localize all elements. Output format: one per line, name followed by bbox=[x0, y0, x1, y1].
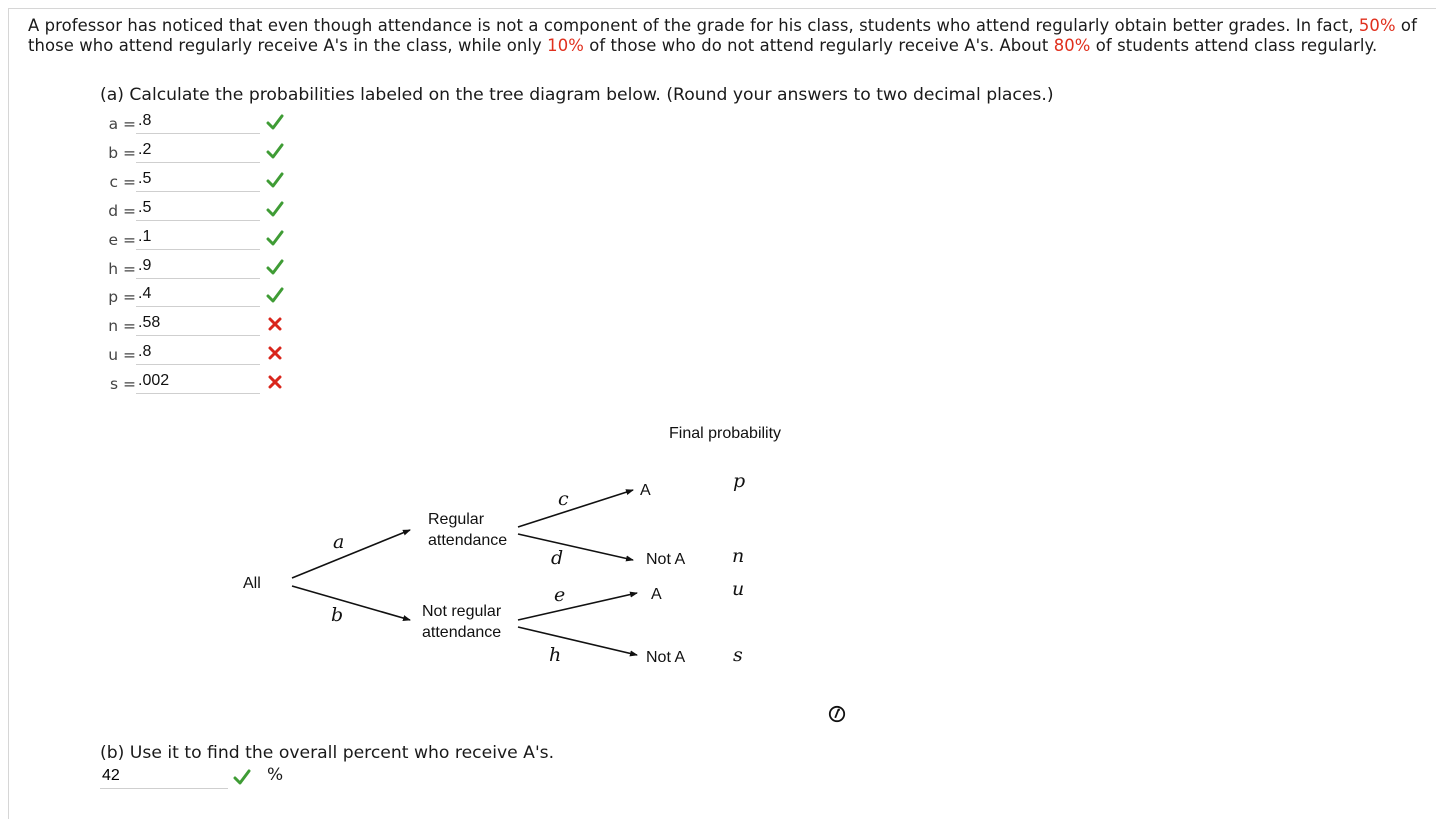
branch-h bbox=[518, 627, 637, 655]
equals-sign: = bbox=[118, 143, 136, 162]
answer-variable: u bbox=[108, 346, 119, 365]
percent-irregular-a: 10% bbox=[547, 36, 584, 55]
answer-variable: a bbox=[108, 115, 119, 133]
problem-text-1: A professor has noticed that even though attendance is not a component of the grade for his class, students who attend regularly obtain better grades. In fact, bbox=[28, 16, 1359, 35]
equals-sign: = bbox=[118, 172, 136, 191]
info-icon[interactable] bbox=[828, 705, 846, 723]
answer-variable: d bbox=[108, 201, 119, 220]
equals-sign: = bbox=[118, 115, 136, 133]
equals-sign: = bbox=[118, 259, 136, 278]
branch-d bbox=[518, 534, 633, 560]
label-e: e bbox=[554, 584, 566, 606]
part-a-prompt: (a) Calculate the probabilities labeled on the tree diagram below. (Round your answers to two decimal places.) bbox=[100, 85, 1054, 105]
label-c: c bbox=[558, 488, 569, 510]
label-u: u bbox=[732, 578, 745, 600]
outcome-not-a-2: Not A bbox=[646, 649, 686, 666]
problem-text-3: of those who do not attend regularly receive A's. About bbox=[583, 36, 1054, 55]
node-notregular-line1: Not regular bbox=[422, 603, 502, 620]
label-d: d bbox=[551, 547, 564, 569]
label-h: h bbox=[549, 644, 562, 666]
percent-regular-a: 50% bbox=[1358, 16, 1396, 35]
outcome-a-1: A bbox=[640, 482, 651, 499]
problem-text-4: of students attend class regularly. bbox=[1090, 36, 1378, 55]
answer-variable: p bbox=[108, 288, 119, 307]
node-regular-line2: attendance bbox=[428, 532, 508, 549]
label-n: n bbox=[732, 545, 745, 567]
answer-variable: n bbox=[108, 317, 119, 336]
percent-attend: 80% bbox=[1053, 36, 1091, 55]
percent-input[interactable] bbox=[100, 764, 228, 789]
answer-variable: h bbox=[108, 259, 119, 278]
label-a: a bbox=[333, 531, 345, 553]
label-s: s bbox=[733, 644, 743, 666]
check-icon bbox=[233, 769, 251, 785]
equals-sign: = bbox=[118, 201, 136, 220]
branch-a bbox=[292, 530, 410, 578]
branch-e bbox=[518, 593, 637, 620]
equals-sign: = bbox=[118, 288, 136, 307]
answer-variable: s bbox=[110, 375, 119, 394]
problem-text-2: of those who attend regularly receive A's in the class, while only bbox=[28, 16, 1417, 55]
node-regular-line1: Regular bbox=[428, 511, 485, 528]
answer-variable: e bbox=[108, 230, 119, 249]
percent-unit: % bbox=[267, 765, 284, 785]
part-b-prompt: (b) Use it to find the overall percent who receive A's. bbox=[100, 743, 555, 763]
equals-sign: = bbox=[118, 346, 136, 365]
branch-c bbox=[518, 490, 633, 527]
label-b: b bbox=[331, 604, 344, 626]
answer-variable: c bbox=[109, 172, 119, 191]
equals-sign: = bbox=[118, 230, 136, 249]
outcome-a-2: A bbox=[651, 586, 662, 603]
tree-root-all: All bbox=[243, 575, 261, 592]
answer-variable: b bbox=[108, 143, 119, 162]
final-probability-header: Final probability bbox=[669, 425, 782, 442]
node-notregular-line2: attendance bbox=[422, 624, 502, 641]
label-p: p bbox=[733, 470, 746, 492]
equals-sign: = bbox=[118, 317, 136, 336]
branch-b bbox=[292, 586, 410, 620]
equals-sign: = bbox=[118, 375, 136, 394]
outcome-not-a-1: Not A bbox=[646, 551, 686, 568]
